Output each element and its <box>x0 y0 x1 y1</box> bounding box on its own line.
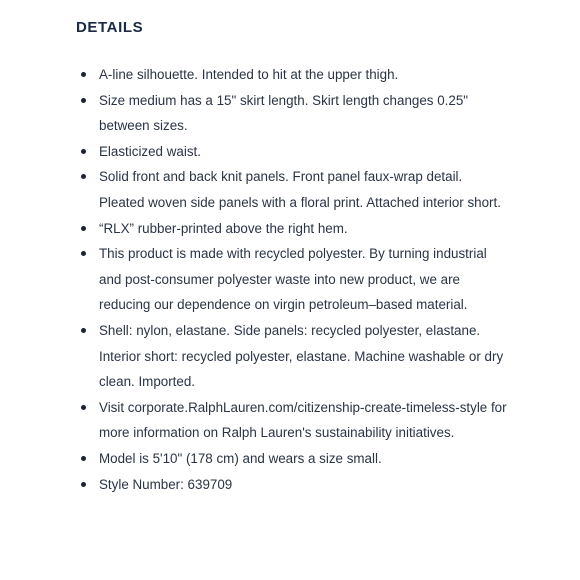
bullet-icon <box>81 251 86 256</box>
details-item-text: A-line silhouette. Intended to hit at the upper thigh. <box>99 67 399 82</box>
details-item-text: Shell: nylon, elastane. Side panels: recycled polyester, elastane. Interior short: recycled polyester, elastane. Machine washable or dry clean. Imported. <box>99 322 504 390</box>
details-item-print <box>76 216 508 242</box>
bullet-icon <box>81 405 86 410</box>
details-item-waist <box>76 139 508 165</box>
details-item-text: Elasticized waist. <box>99 143 201 159</box>
details-item-sustainability <box>76 395 508 446</box>
details-item-text: Solid front and back knit panels. Front panel faux-wrap detail. Pleated woven side panels with a floral print. Attached interior short. <box>99 169 501 210</box>
details-item-text: Style Number: 639709 <box>99 476 233 492</box>
details-item-text: Visit corporate.RalphLauren.com/citizenship-create-timeless-style for more information on Ralph Lauren's sustainability initiatives. <box>99 399 507 441</box>
details-item-model <box>76 446 508 472</box>
details-item-silhouette <box>76 62 508 88</box>
details-item-text: “RLX” rubber-printed above the right hem. <box>99 220 348 236</box>
details-item-materials <box>76 318 508 395</box>
details-item-text: This product is made with recycled polyester. By turning industrial and post-consumer polyester waste into new product, we are reducing our dependence on virgin petroleum–based material. <box>99 246 487 313</box>
details-item-text: Model is 5'10" (178 cm) and wears a size small. <box>99 450 382 466</box>
bullet-icon <box>81 149 86 154</box>
bullet-icon <box>81 328 86 333</box>
details-item-style-number <box>76 472 508 498</box>
bullet-icon <box>81 226 86 231</box>
details-item-text: Size medium has a 15" skirt length. Skirt length changes 0.25" between sizes. <box>99 92 469 134</box>
details-list <box>76 62 508 497</box>
details-item-skirt-length <box>76 88 508 139</box>
bullet-icon <box>81 72 86 77</box>
details-heading: DETAILS <box>76 19 144 36</box>
bullet-icon <box>81 482 86 487</box>
details-item-panels <box>76 164 508 215</box>
bullet-icon <box>81 98 86 103</box>
bullet-icon <box>81 456 86 461</box>
details-item-recycled <box>76 241 508 318</box>
bullet-icon <box>81 174 86 179</box>
